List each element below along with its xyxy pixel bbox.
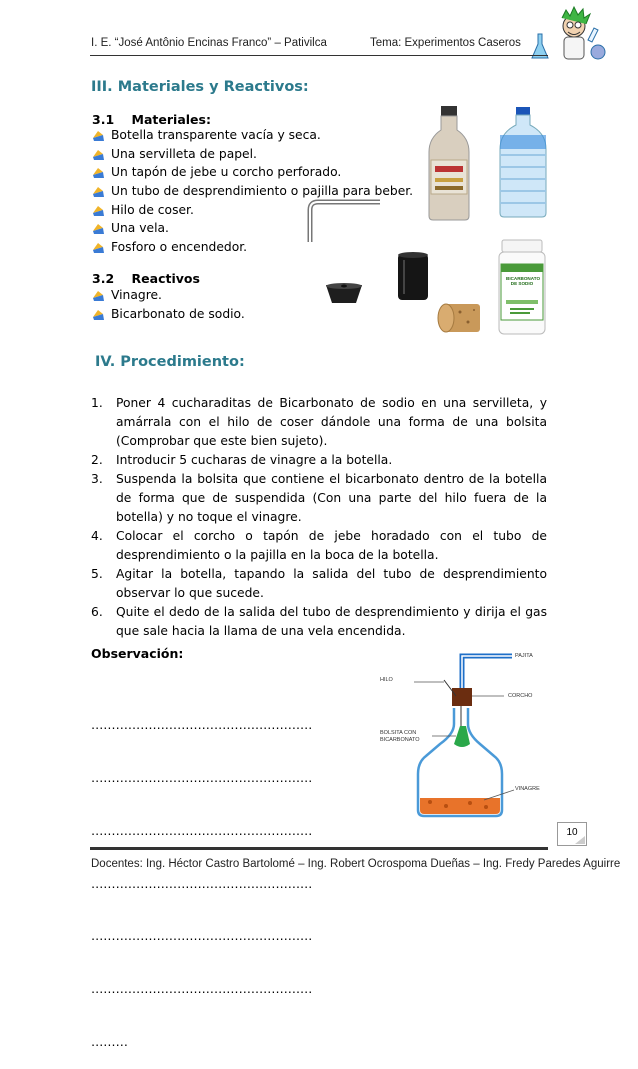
header-rule <box>90 55 548 56</box>
cork-image <box>436 298 486 338</box>
experiment-diagram <box>374 650 554 820</box>
bullet-arrow-icon <box>92 204 105 217</box>
list-item: 3. Suspenda la bolsita que contiene el bicarbonato dentro de la botella de forma que de suspendida (Con una parte del hilo fuera de la botella) y no toque el vinagre. <box>91 472 547 524</box>
footer-credits: Docentes: Ing. Héctor Castro Bartolomé – Ing. Robert Ocrospoma Dueñas – Ing. Fredy Paredes Aguirre <box>91 858 621 870</box>
label-bolsita: BOLSITA CON BICARBONATO <box>380 730 420 743</box>
section4-title: IV. Procedimiento: <box>95 354 245 370</box>
header-topic: Tema: Experimentos Caseros <box>370 37 521 49</box>
page-number: 10 <box>557 822 587 846</box>
list-item: Fosforo o encendedor. <box>92 238 413 257</box>
answer-line: ……………………………………………… <box>91 718 313 733</box>
list-item: 2. Introducir 5 cucharas de vinagre a la botella. <box>91 453 393 467</box>
materials-heading: 3.1 Materiales: <box>92 112 211 127</box>
rubber-stopper-image <box>324 282 364 306</box>
thread-spool-image <box>396 250 430 304</box>
answer-line: ……………………………………………… <box>91 770 313 785</box>
bullet-arrow-icon <box>92 129 105 142</box>
list-item: 6. Quite el dedo de la salida del tubo de desprendimiento y dirija el gas que sale hacia la llama de una vela encendida. <box>91 605 547 638</box>
header-school: I. E. “José Antônio Encinas Franco” – Pativilca <box>91 37 327 49</box>
straw-tube-image <box>304 196 384 246</box>
list-item: Botella transparente vacía y seca. <box>92 126 413 145</box>
list-item: Vinagre. <box>92 286 245 305</box>
bullet-arrow-icon <box>92 289 105 302</box>
footer-rule <box>90 847 548 850</box>
list-item: 4. Colocar el corcho o tapón de jebe horadado con el tubo de desprendimiento o la pajilla en la boca de la botella. <box>91 529 547 562</box>
scientist-logo-icon <box>528 4 606 66</box>
answer-line: ……………………………………………… <box>91 982 313 997</box>
bullet-arrow-icon <box>92 185 105 198</box>
observation-title: Observación: <box>91 646 184 661</box>
reagents-list <box>92 286 245 323</box>
list-item: Una vela. <box>92 219 413 238</box>
list-item: Hilo de coser. <box>92 201 413 220</box>
label-vinagre: VINAGRE <box>515 786 540 792</box>
bullet-arrow-icon <box>92 148 105 161</box>
answer-line: ……………………………………………… <box>91 876 313 891</box>
list-item: 1. Poner 4 cucharaditas de Bicarbonato de sodio en una servilleta, y amárrala con el hilo de coser dándole una forma de una bolsita (Comprobar que este bien sujeto). <box>91 396 547 448</box>
water-bottle-image <box>496 105 550 219</box>
answer-line: ……… <box>91 1034 128 1049</box>
procedure-list <box>91 394 547 641</box>
page-corner-icon <box>575 836 586 845</box>
list-item: 5. Agitar la botella, tapando la salida del tubo de desprendimiento observar lo que sucede. <box>91 567 547 600</box>
label-hilo: HILO <box>380 677 393 683</box>
bullet-arrow-icon <box>92 166 105 179</box>
bullet-arrow-icon <box>92 308 105 321</box>
bullet-arrow-icon <box>92 241 105 254</box>
reagents-heading: 3.2 Reactivos <box>92 271 200 286</box>
list-item: Bicarbonato de sodio. <box>92 305 245 324</box>
label-corcho: CORCHO <box>508 693 533 699</box>
section3-title: III. Materiales y Reactivos: <box>91 79 309 95</box>
answer-line: ……………………………………………… <box>91 823 313 838</box>
answer-line: ……………………………………………… <box>91 929 313 944</box>
list-item: Un tapón de jebe u corcho perforado. <box>92 163 413 182</box>
jar-graphic <box>496 238 548 336</box>
observation-lines <box>91 682 312 1069</box>
list-item: Una servilleta de papel. <box>92 145 413 164</box>
bicarbonate-jar-image <box>496 238 548 336</box>
label-pajita: PAJITA <box>515 653 533 659</box>
list-item: Un tubo de desprendimiento o pajilla para beber. <box>92 182 413 201</box>
vinegar-bottle-image <box>425 104 473 222</box>
bullet-arrow-icon <box>92 222 105 235</box>
jar-label: BICARBONATO DE SODIO <box>506 276 541 287</box>
